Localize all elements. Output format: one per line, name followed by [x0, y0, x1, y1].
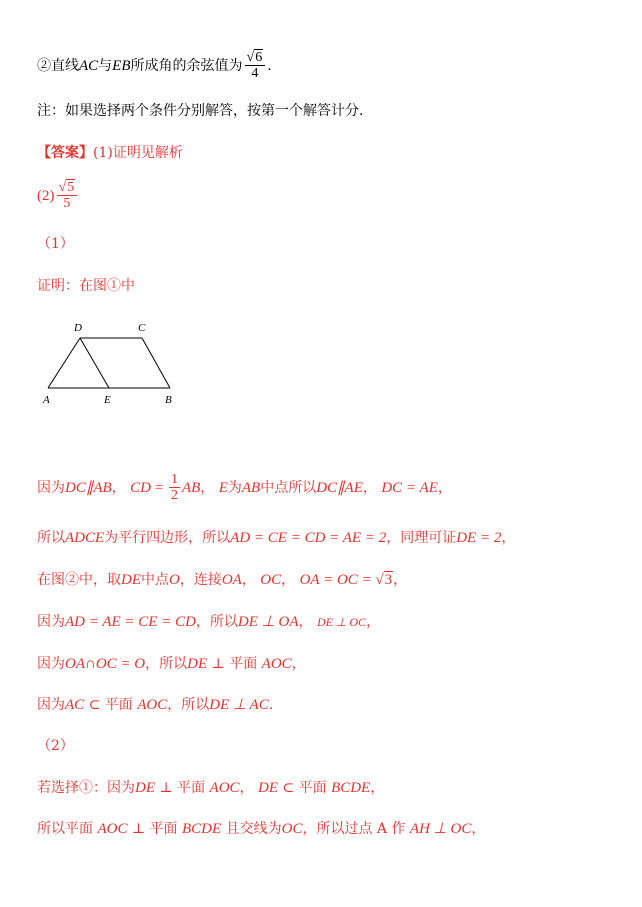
text: 因为 — [37, 656, 65, 672]
math: CD — [130, 479, 151, 496]
text: 因为 — [37, 697, 65, 713]
text: ， — [291, 656, 306, 672]
note-line: 注：如果选择两个条件分别解答，按第一个解答计分. — [37, 103, 364, 119]
text: ， — [393, 572, 408, 588]
text: ，所以 — [167, 697, 210, 713]
text: ， — [281, 572, 296, 588]
proof-step-2 — [37, 529, 515, 547]
math: E — [218, 479, 228, 496]
denominator: 5 — [63, 196, 71, 212]
segment-AD — [48, 338, 80, 388]
text: ⊥ 平面 — [127, 821, 182, 837]
math: BCDE — [331, 780, 371, 796]
answer-part2 — [37, 180, 79, 212]
text: ，所以过点 A 作 — [302, 821, 410, 837]
math: DE — [135, 780, 155, 796]
radicand: 6 — [255, 50, 263, 65]
text: ，同理可证 — [386, 530, 457, 546]
math: OA∩OC = O — [65, 656, 146, 672]
denominator: 4 — [251, 66, 259, 82]
part2-label: (2) — [37, 187, 55, 204]
text: ， — [241, 572, 256, 588]
math: AB — [181, 479, 201, 496]
text: ， — [362, 479, 377, 496]
math: AC — [65, 697, 85, 713]
answer-bracket: 【答案】 — [37, 145, 93, 161]
text: ⊂ 平面 — [84, 697, 138, 713]
text: 所成角的余弦值为 — [130, 57, 243, 74]
proof-step-4 — [37, 613, 380, 631]
math: AD = AE = CE = CD — [65, 614, 196, 630]
proof-step-1 — [37, 472, 452, 504]
label-E: E — [104, 394, 111, 406]
math: DE — [187, 656, 208, 672]
math: OC — [260, 572, 282, 588]
fraction: $\frac{√5}{5}$ — [57, 180, 78, 212]
text: ， — [370, 780, 385, 796]
math: DE ⊥ AC — [209, 697, 269, 713]
proof-step-7 — [37, 779, 384, 797]
text: ，连接 — [179, 572, 222, 588]
label-D: D — [74, 322, 82, 334]
text: ， — [111, 479, 126, 496]
text: ②直线 — [37, 57, 79, 74]
math: AH ⊥ OC — [409, 821, 472, 837]
math: EB — [112, 57, 131, 74]
proof-step-8 — [37, 820, 485, 838]
text: 因为 — [37, 614, 65, 630]
math: DC∥AE — [316, 479, 363, 496]
fraction: $\frac{√6}{4}$ — [245, 50, 266, 82]
text: 因为 — [37, 479, 65, 496]
math: OA = OC = — [299, 572, 376, 588]
math: DC = AE — [381, 479, 438, 496]
fraction — [169, 472, 180, 504]
answer-part1: (1)证明见解析 — [93, 145, 183, 161]
text: 所以 — [37, 530, 65, 546]
math: DE ⊥ OC — [316, 615, 367, 629]
text: . — [268, 697, 274, 713]
text: ，所以 — [195, 614, 238, 630]
text: ，所以 — [145, 656, 188, 672]
proof-intro: 证明：在图①中 — [37, 278, 135, 294]
label-A: A — [43, 394, 50, 406]
text: 中点所以 — [260, 479, 317, 496]
text: ， — [437, 479, 452, 496]
math: AD = CE = CD = AE = 2 — [230, 530, 387, 546]
section-2-label: （2） — [37, 738, 74, 754]
text: ⊂ 平面 — [277, 780, 332, 796]
math: AB — [241, 479, 261, 496]
math: DE = 2 — [456, 530, 502, 546]
denominator: 2 — [170, 488, 178, 504]
sqrt: √3 — [375, 572, 393, 588]
text: ， — [501, 530, 516, 546]
condition-2-line — [37, 50, 272, 82]
text: 与 — [98, 57, 113, 74]
text: 中点 — [141, 572, 169, 588]
math: DE ⊥ OA — [237, 614, 299, 630]
text: ⊥ 平面 — [155, 780, 210, 796]
math: OC — [281, 821, 303, 837]
math: = — [150, 479, 167, 496]
math: DE — [121, 572, 141, 588]
math: DE — [257, 780, 278, 796]
text: ⊥ 平面 — [207, 656, 262, 672]
text: ， — [471, 821, 486, 837]
text: 若选择①：因为 — [37, 780, 135, 796]
proof-step-3 — [37, 571, 407, 589]
text: ， — [298, 614, 313, 630]
section-1-label: （1） — [37, 236, 74, 252]
segment-DE — [80, 338, 109, 388]
math: OA — [221, 572, 242, 588]
text: . — [267, 57, 272, 74]
segment-CB — [142, 338, 170, 388]
math: ADCE — [65, 530, 105, 546]
label-C: C — [138, 322, 146, 334]
radicand: 3 — [384, 572, 393, 588]
answer-line — [37, 145, 183, 162]
proof-step-6 — [37, 696, 273, 714]
trapezoid-figure — [40, 318, 190, 408]
math: DC∥AB — [65, 479, 112, 496]
text: 且交线为 — [221, 821, 282, 837]
text: ， — [239, 780, 254, 796]
label-B: B — [165, 394, 172, 406]
text: 在图②中，取 — [37, 572, 121, 588]
math: AOC — [97, 821, 128, 837]
text: 为 — [227, 479, 242, 496]
text: 所以平面 — [37, 821, 98, 837]
proof-step-5 — [37, 655, 306, 673]
math: AOC — [137, 697, 168, 713]
math: AOC — [261, 656, 292, 672]
math: AC — [79, 57, 99, 74]
math: BCDE — [181, 821, 222, 837]
math: AOC — [209, 780, 240, 796]
text: ， — [366, 614, 381, 630]
radicand: 5 — [67, 180, 75, 195]
numerator: 1 — [170, 472, 178, 487]
text: ， — [200, 479, 215, 496]
math: O — [169, 572, 180, 588]
text: 为平行四边形，所以 — [104, 530, 231, 546]
